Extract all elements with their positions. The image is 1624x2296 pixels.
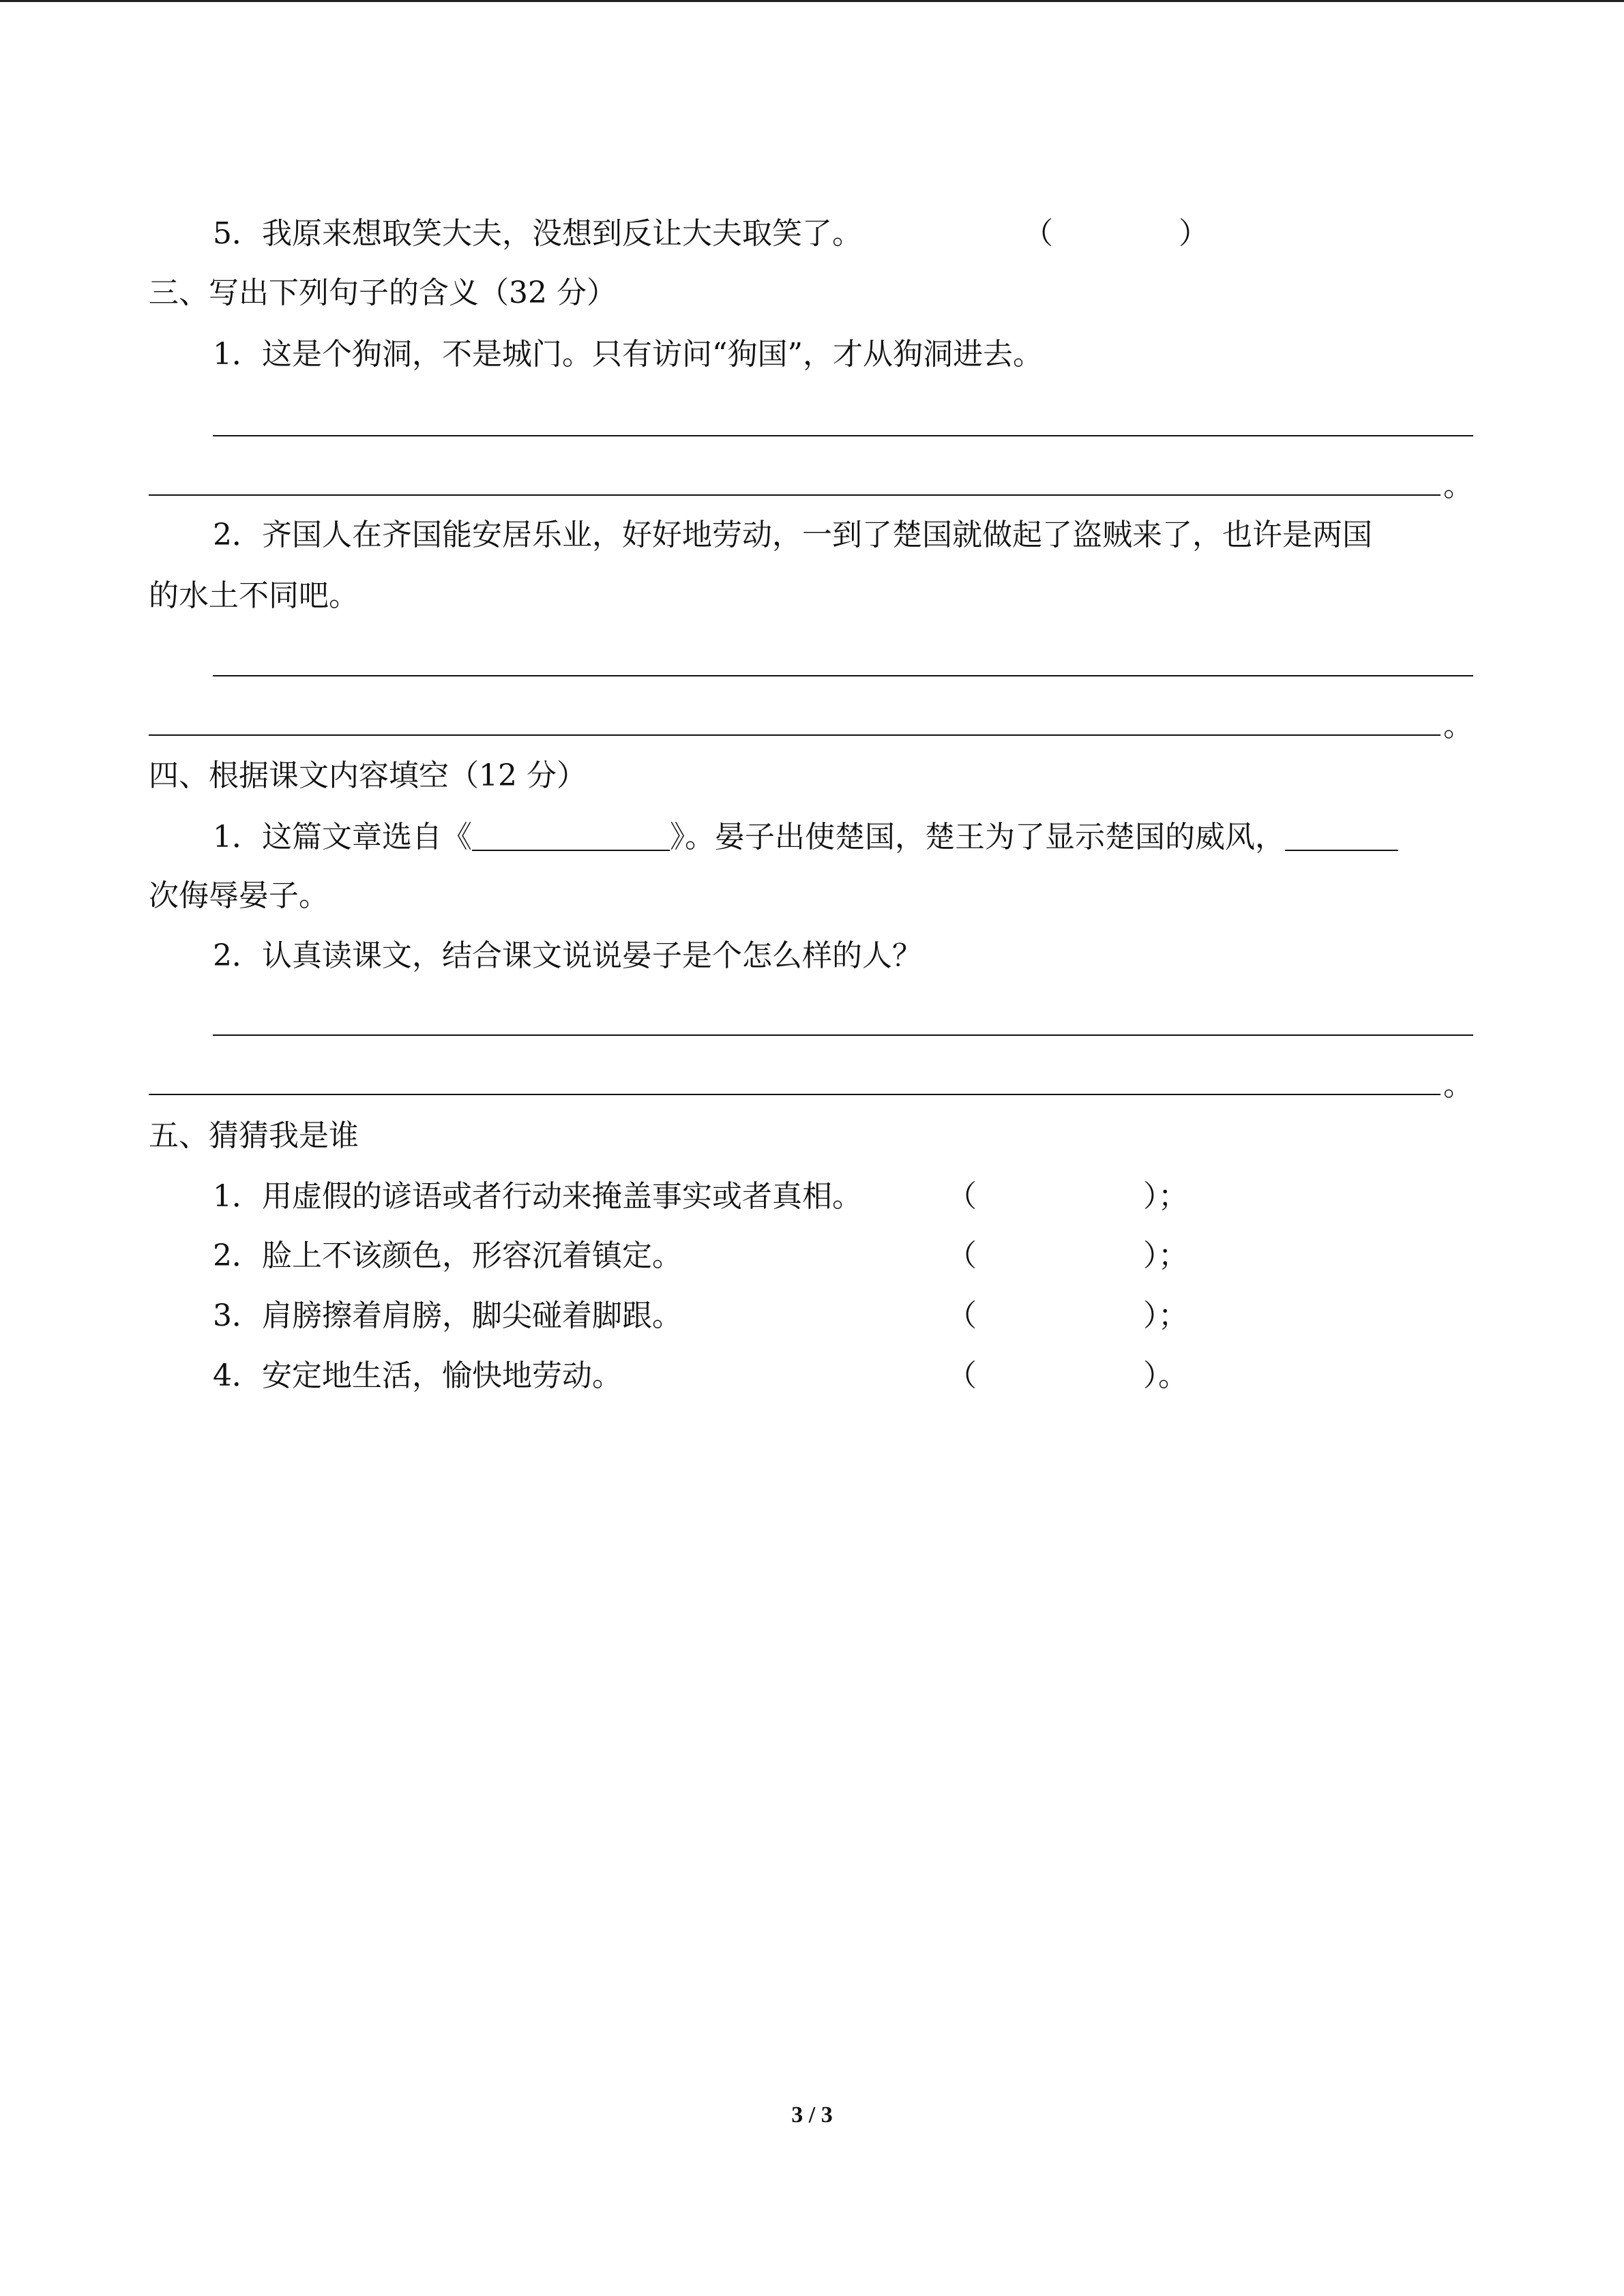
sec4-q2-answer-line-1[interactable]: [213, 1034, 1473, 1036]
sec5-item-4-close: ）。: [1143, 1358, 1188, 1393]
sec5-item-4-open: （: [947, 1358, 977, 1393]
sec3-q1-period: 。: [1443, 468, 1473, 503]
sec5-item-2-text: 2．脸上不该颜色，形容沉着镇定。: [213, 1238, 682, 1273]
sec4-q1: [213, 817, 1398, 858]
sec5-item-4-text: 4．安定地生活，愉快地劳动。: [213, 1358, 622, 1393]
sec3-q2-line2: 的水土不同吧。: [149, 578, 359, 613]
sec5-item-3-open: （: [947, 1298, 977, 1333]
sec2-q5-paren-open: （: [1023, 216, 1053, 251]
page-number: 3 / 3: [791, 2102, 833, 2128]
sec4-q1-part-b: 》。晏子出使楚国，楚王为了显示楚国的威风，: [670, 820, 1285, 854]
sec4-title: 四、根据课文内容填空（12 分）: [149, 758, 587, 793]
sec4-q2-period: 。: [1443, 1068, 1473, 1103]
sec5-item-2-close: ）；: [1143, 1238, 1188, 1273]
sec4-q2-answer-line-2[interactable]: [149, 1094, 1441, 1095]
top-border: [0, 0, 1624, 2]
sec3-q2-answer-line-2[interactable]: [149, 734, 1441, 736]
sec5-item-1-text: 1．用虚假的谚语或者行动来掩盖事实或者真相。: [213, 1179, 862, 1214]
sec4-q1-part-a: 1．这篇文章选自《: [213, 820, 472, 854]
sec5-item-1-open: （: [947, 1179, 977, 1214]
sec3-q1-answer-line-1[interactable]: [213, 435, 1473, 436]
sec3-q2-period: 。: [1443, 709, 1473, 743]
sec3-q1: 1．这是个狗洞，不是城门。只有访问“狗国”，才从狗洞进去。: [213, 337, 1043, 372]
sec4-q1-book-blank[interactable]: [472, 820, 670, 851]
sec5-item-1-close: ）；: [1143, 1179, 1188, 1214]
sec2-q5-paren-close: ）: [1179, 216, 1209, 251]
sec5-item-3-text: 3．肩膀擦着肩膀，脚尖碰着脚跟。: [213, 1298, 682, 1333]
sec5-item-3-close: ）；: [1143, 1298, 1188, 1333]
sec2-q5-text: 5．我原来想取笑大夫，没想到反让大夫取笑了。: [213, 216, 862, 251]
sec4-q1-cont: 次侮辱晏子。: [149, 878, 329, 913]
sec4-q1-count-blank[interactable]: [1285, 820, 1398, 851]
sec5-item-2-open: （: [947, 1238, 977, 1273]
sec3-title: 三、写出下列句子的含义（32 分）: [149, 275, 617, 310]
sec3-q1-answer-line-2[interactable]: [149, 494, 1441, 496]
sec4-q2: 2．认真读课文，结合课文说说晏子是个怎么样的人？: [213, 938, 922, 973]
sec3-q2-line1: 2．齐国人在齐国能安居乐业，好好地劳动，一到了楚国就做起了盗贼来了，也许是两国: [213, 518, 1372, 552]
sec3-q2-answer-line-1[interactable]: [213, 675, 1473, 676]
sec5-title: 五、猜猜我是谁: [149, 1118, 359, 1153]
